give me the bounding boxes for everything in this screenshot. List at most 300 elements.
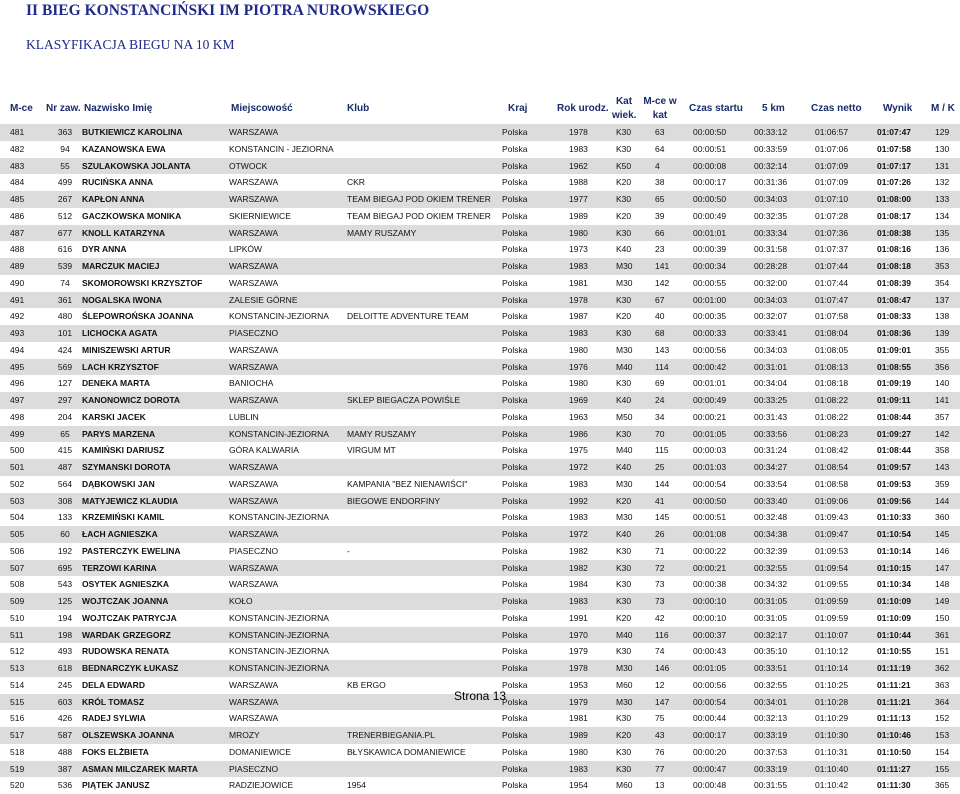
cell-place: 519 <box>10 763 25 774</box>
table-row <box>0 526 960 543</box>
cell-name: TERZOWI KARINA <box>82 562 157 573</box>
cell-club: BŁYSKAWICA DOMANIEWICE <box>347 746 466 757</box>
cell-city: PIASECZNO <box>229 545 279 556</box>
cell-category-place: 76 <box>655 746 665 757</box>
cell-birth-year: 1981 <box>569 277 588 288</box>
cell-city: WARSZAWA <box>229 194 279 204</box>
cell-start-time: 00:00:50 <box>693 495 727 506</box>
cell-place: 494 <box>10 344 25 355</box>
cell-birth-year: 1991 <box>569 612 588 623</box>
cell-gender-place: 151 <box>935 646 950 657</box>
table-row <box>0 342 960 359</box>
cell-place: 498 <box>10 411 25 422</box>
cell-birth-year: 1979 <box>569 646 588 657</box>
table-row <box>0 643 960 660</box>
cell-number: 424 <box>57 344 73 355</box>
cell-net-time: 01:07:44 <box>815 261 849 271</box>
cell-category-place: 144 <box>655 478 670 489</box>
cell-gender-place: 355 <box>935 344 950 355</box>
cell-country: Polska <box>502 545 528 556</box>
cell-birth-year: 1983 <box>569 328 588 338</box>
cell-gender-place: 363 <box>935 679 950 690</box>
cell-5km: 00:34:01 <box>754 696 788 707</box>
cell-name: OSYTEK AGNIESZKA <box>82 579 170 590</box>
cell-gender-place: 150 <box>935 612 950 623</box>
cell-country: Polska <box>502 478 528 489</box>
cell-result: 01:08:33 <box>877 311 912 322</box>
cell-category-place: 143 <box>655 344 670 355</box>
cell-gender-place: 141 <box>935 395 950 405</box>
cell-name: KAPŁON ANNA <box>82 194 145 204</box>
cell-net-time: 01:08:13 <box>815 361 849 372</box>
cell-number: 198 <box>57 629 73 640</box>
cell-start-time: 00:00:44 <box>693 713 727 724</box>
cell-category-place: 146 <box>655 663 670 673</box>
cell-country: Polska <box>502 127 528 137</box>
cell-place: 492 <box>10 311 25 322</box>
cell-city: WARSZAWA <box>229 462 279 472</box>
cell-5km: 00:34:38 <box>754 529 788 539</box>
cell-net-time: 01:07:36 <box>815 227 849 238</box>
cell-club: TEAM BIEGAJ POD OKIEM TRENER <box>347 210 491 221</box>
table-row <box>0 409 960 426</box>
cell-gender-place: 143 <box>935 462 950 472</box>
cell-category-place: 75 <box>655 713 665 724</box>
cell-category-place: 72 <box>655 562 665 573</box>
cell-start-time: 00:00:56 <box>693 679 727 690</box>
cell-gender-place: 144 <box>935 495 950 506</box>
cell-category: K30 <box>616 763 632 774</box>
table-row <box>0 727 960 744</box>
cell-start-time: 00:00:54 <box>693 696 727 707</box>
table-row <box>0 777 960 794</box>
cell-name: RUCIŃSKA ANNA <box>82 177 154 188</box>
cell-5km: 00:32:39 <box>754 545 788 556</box>
cell-category-place: 39 <box>655 210 665 221</box>
cell-gender-place: 145 <box>935 529 950 539</box>
cell-start-time: 00:00:37 <box>693 629 727 640</box>
cell-5km: 00:31:05 <box>754 612 788 623</box>
cell-birth-year: 1987 <box>569 311 588 322</box>
cell-birth-year: 1981 <box>569 713 588 724</box>
cell-club: BIEGOWE ENDORFINY <box>347 495 441 506</box>
cell-category: K30 <box>616 596 632 606</box>
cell-city: OTWOCK <box>229 160 268 171</box>
cell-start-time: 00:01:03 <box>693 462 727 472</box>
cell-net-time: 01:07:09 <box>815 177 849 188</box>
cell-5km: 00:33:12 <box>754 127 788 137</box>
cell-name: PARYS MARZENA <box>82 428 156 439</box>
cell-city: RADZIEJOWICE <box>229 780 294 791</box>
cell-gender-place: 146 <box>935 545 950 556</box>
cell-category: K30 <box>616 562 632 573</box>
cell-category: M30 <box>616 512 633 523</box>
cell-5km: 00:31:55 <box>754 780 788 791</box>
cell-number: 499 <box>57 177 73 188</box>
cell-birth-year: 1978 <box>569 294 588 305</box>
cell-place: 491 <box>10 294 25 305</box>
cell-category-place: 69 <box>655 378 665 389</box>
cell-gender-place: 356 <box>935 361 950 372</box>
cell-place: 518 <box>10 746 25 757</box>
cell-birth-year: 1983 <box>569 143 588 154</box>
cell-start-time: 00:00:42 <box>693 361 727 372</box>
cell-birth-year: 1953 <box>569 679 588 690</box>
cell-5km: 00:32:07 <box>754 311 788 322</box>
cell-category: K40 <box>616 395 632 405</box>
cell-name: KARSKI JACEK <box>82 411 146 422</box>
cell-place: 506 <box>10 545 25 556</box>
header-club: Klub <box>347 103 370 114</box>
cell-number: 415 <box>57 445 73 456</box>
cell-birth-year: 1954 <box>569 780 588 791</box>
cell-net-time: 01:07:44 <box>815 277 849 288</box>
cell-net-time: 01:07:58 <box>815 311 849 322</box>
cell-birth-year: 1989 <box>569 210 588 221</box>
cell-place: 488 <box>10 244 25 255</box>
cell-city: KONSTANCIN-JEZIORNA <box>229 428 329 439</box>
cell-country: Polska <box>502 730 528 740</box>
cell-result: 01:11:21 <box>877 679 911 690</box>
table-row <box>0 375 960 392</box>
cell-name: DELA EDWARD <box>82 679 145 690</box>
cell-category-place: 38 <box>655 177 665 188</box>
cell-number: 569 <box>57 361 73 372</box>
header-city: Miejscowość <box>231 103 293 114</box>
table-row <box>0 141 960 158</box>
cell-category: M30 <box>616 478 633 489</box>
table-row <box>0 292 960 309</box>
table-row <box>0 258 960 275</box>
table-row <box>0 174 960 191</box>
cell-net-time: 01:08:04 <box>815 328 849 338</box>
cell-birth-year: 1977 <box>569 194 588 204</box>
cell-city: WARSZAWA <box>229 579 279 590</box>
cell-category-place: 12 <box>655 679 665 690</box>
table-row <box>0 476 960 493</box>
header-place: M-ce <box>10 103 33 114</box>
cell-start-time: 00:00:17 <box>693 177 727 188</box>
cell-country: Polska <box>502 294 528 305</box>
cell-category-place: 41 <box>655 495 665 506</box>
cell-result: 01:07:47 <box>877 127 912 137</box>
cell-city: WARSZAWA <box>229 495 279 506</box>
header-category: Kat wiek. <box>612 96 637 121</box>
cell-number: 363 <box>57 127 73 137</box>
cell-club: 1954 <box>347 780 366 791</box>
cell-number: 101 <box>57 328 73 338</box>
cell-gender-place: 361 <box>935 629 950 640</box>
cell-start-time: 00:01:01 <box>693 227 727 238</box>
table-row <box>0 325 960 342</box>
cell-gender-place: 360 <box>935 512 950 523</box>
header-name: Nazwisko Imię <box>84 103 153 114</box>
cell-category: M40 <box>616 445 633 456</box>
cell-5km: 00:33:19 <box>754 730 788 740</box>
cell-category-place: 13 <box>655 780 665 791</box>
cell-result: 01:10:34 <box>877 579 912 590</box>
table-row <box>0 158 960 175</box>
cell-place: 497 <box>10 395 25 405</box>
cell-category-place: 73 <box>655 579 665 590</box>
cell-number: 488 <box>57 746 73 757</box>
cell-category: K30 <box>616 428 632 439</box>
cell-start-time: 00:00:38 <box>693 579 727 590</box>
cell-category: K30 <box>616 646 632 657</box>
cell-name: KANONOWICZ DOROTA <box>82 395 181 405</box>
cell-result: 01:10:09 <box>877 596 912 606</box>
cell-start-time: 00:00:56 <box>693 344 727 355</box>
table-row <box>0 308 960 325</box>
cell-category: K20 <box>616 495 632 506</box>
cell-5km: 00:32:13 <box>754 713 788 724</box>
cell-start-time: 00:00:08 <box>693 160 727 171</box>
cell-name: WOJTCZAK PATRYCJA <box>82 612 177 623</box>
cell-result: 01:11:13 <box>877 713 911 724</box>
cell-place: 489 <box>10 261 25 271</box>
cell-city: WARSZAWA <box>229 562 279 573</box>
cell-birth-year: 1980 <box>569 227 588 238</box>
cell-country: Polska <box>502 328 528 338</box>
cell-birth-year: 1962 <box>569 160 588 171</box>
cell-name: RUDOWSKA RENATA <box>82 646 170 657</box>
cell-place: 505 <box>10 529 25 539</box>
cell-result: 01:10:14 <box>877 545 912 556</box>
cell-city: WARSZAWA <box>229 529 279 539</box>
cell-birth-year: 1978 <box>569 663 588 673</box>
cell-gender-place: 136 <box>935 244 950 255</box>
cell-place: 503 <box>10 495 25 506</box>
cell-name: SKOMOROWSKI KRZYSZTOF <box>82 277 203 288</box>
cell-start-time: 00:00:10 <box>693 596 727 606</box>
cell-city: WARSZAWA <box>229 361 279 372</box>
cell-birth-year: 1975 <box>569 445 588 456</box>
cell-name: PIĄTEK JANUSZ <box>82 780 150 791</box>
cell-category-place: 74 <box>655 646 665 657</box>
cell-5km: 00:32:48 <box>754 512 788 523</box>
cell-start-time: 00:01:05 <box>693 663 727 673</box>
cell-city: WARSZAWA <box>229 713 279 724</box>
cell-5km: 00:34:32 <box>754 579 788 590</box>
cell-net-time: 01:07:47 <box>815 294 849 305</box>
cell-birth-year: 1992 <box>569 495 588 506</box>
cell-city: GÓRA KALWARIA <box>229 445 299 456</box>
cell-country: Polska <box>502 177 528 188</box>
cell-5km: 00:31:43 <box>754 411 788 422</box>
cell-category-place: 64 <box>655 143 665 154</box>
table-row <box>0 660 960 677</box>
cell-result: 01:08:36 <box>877 328 912 338</box>
cell-number: 267 <box>57 194 73 204</box>
cell-category: K20 <box>616 612 632 623</box>
cell-club: TEAM BIEGAJ POD OKIEM TRENER <box>347 194 491 204</box>
cell-number: 695 <box>57 562 73 573</box>
cell-category-place: 40 <box>655 311 665 322</box>
cell-start-time: 00:00:35 <box>693 311 727 322</box>
cell-number: 308 <box>57 495 73 506</box>
cell-birth-year: 1963 <box>569 411 588 422</box>
cell-club: KB ERGO <box>347 679 386 690</box>
cell-result: 01:09:56 <box>877 495 912 506</box>
cell-place: 508 <box>10 579 25 590</box>
cell-start-time: 00:01:08 <box>693 529 727 539</box>
cell-name: ŁACH AGNIESZKA <box>82 529 158 539</box>
cell-city: PIASECZNO <box>229 328 279 338</box>
cell-gender-place: 129 <box>935 127 950 137</box>
cell-name: SZYMANSKI DOROTA <box>82 462 171 472</box>
table-row <box>0 560 960 577</box>
cell-category: K20 <box>616 177 632 188</box>
cell-city: LUBLIN <box>229 411 259 422</box>
cell-5km: 00:33:19 <box>754 763 788 774</box>
cell-name: FOKS ELŻBIETA <box>82 746 149 757</box>
cell-net-time: 01:10:40 <box>815 763 849 774</box>
cell-5km: 00:32:35 <box>754 210 788 221</box>
cell-place: 516 <box>10 713 25 724</box>
cell-category-place: 141 <box>655 261 670 271</box>
cell-place: 511 <box>10 629 24 640</box>
cell-start-time: 00:00:48 <box>693 780 727 791</box>
cell-category: K30 <box>616 127 632 137</box>
cell-name: ŚLEPOWROŃSKA JOANNA <box>82 311 194 322</box>
cell-country: Polska <box>502 445 528 456</box>
cell-number: 192 <box>57 545 73 556</box>
cell-start-time: 00:00:47 <box>693 763 727 774</box>
cell-country: Polska <box>502 160 528 171</box>
cell-gender-place: 142 <box>935 428 950 439</box>
cell-category: K30 <box>616 378 632 389</box>
cell-net-time: 01:10:30 <box>815 730 849 740</box>
cell-birth-year: 1972 <box>569 462 588 472</box>
cell-place: 520 <box>10 780 25 791</box>
table-row <box>0 124 960 141</box>
cell-net-time: 01:09:06 <box>815 495 849 506</box>
table-row <box>0 593 960 610</box>
cell-result: 01:09:53 <box>877 478 912 489</box>
cell-place: 482 <box>10 143 25 154</box>
cell-gender-place: 365 <box>935 780 950 791</box>
cell-net-time: 01:09:59 <box>815 596 849 606</box>
cell-birth-year: 1982 <box>569 562 588 573</box>
cell-result: 01:09:01 <box>877 344 912 355</box>
table-row <box>0 710 960 727</box>
cell-city: WARSZAWA <box>229 395 279 405</box>
cell-net-time: 01:08:58 <box>815 478 849 489</box>
cell-number: 677 <box>57 227 73 238</box>
cell-net-time: 01:08:22 <box>815 411 849 422</box>
cell-start-time: 00:01:05 <box>693 428 727 439</box>
cell-birth-year: 1986 <box>569 428 588 439</box>
cell-country: Polska <box>502 244 528 255</box>
cell-start-time: 00:00:17 <box>693 730 727 740</box>
cell-start-time: 00:00:34 <box>693 261 727 271</box>
cell-number: 543 <box>57 579 73 590</box>
cell-result: 01:10:15 <box>877 562 912 573</box>
cell-country: Polska <box>502 277 528 288</box>
header-result: Wynik <box>883 103 913 114</box>
cell-number: 245 <box>57 679 73 690</box>
classification-subtitle: KLASYFIKACJA BIEGU NA 10 KM <box>26 37 235 52</box>
cell-name: BUTKIEWICZ KAROLINA <box>82 127 183 137</box>
cell-5km: 00:32:14 <box>754 160 788 171</box>
cell-result: 01:10:54 <box>877 529 912 539</box>
cell-net-time: 01:10:42 <box>815 780 849 791</box>
cell-country: Polska <box>502 713 528 724</box>
cell-net-time: 01:09:47 <box>815 529 849 539</box>
cell-number: 426 <box>57 713 73 724</box>
table-row <box>0 191 960 208</box>
cell-country: Polska <box>502 612 528 623</box>
cell-birth-year: 1983 <box>569 763 588 774</box>
cell-city: WARSZAWA <box>229 344 279 355</box>
cell-category-place: 42 <box>655 612 665 623</box>
cell-category-place: 26 <box>655 529 665 539</box>
cell-result: 01:10:55 <box>877 646 912 657</box>
cell-name: RADEJ SYLWIA <box>82 713 146 724</box>
cell-country: Polska <box>502 663 528 673</box>
cell-name: KRZEMIŃSKI KAMIL <box>82 512 165 523</box>
cell-category-place: 63 <box>655 127 665 137</box>
cell-country: Polska <box>502 562 528 573</box>
cell-number: 60 <box>60 529 70 539</box>
cell-country: Polska <box>502 596 528 606</box>
cell-net-time: 01:10:31 <box>815 746 849 757</box>
cell-birth-year: 1980 <box>569 378 588 389</box>
cell-city: SKIERNIEWICE <box>229 210 291 221</box>
cell-category-place: 4 <box>655 160 660 171</box>
cell-5km: 00:33:41 <box>754 328 788 338</box>
cell-place: 502 <box>10 478 25 489</box>
header-net-time: Czas netto <box>811 103 862 114</box>
table-row <box>0 576 960 593</box>
cell-country: Polska <box>502 194 528 204</box>
cell-gender-place: 147 <box>935 562 950 573</box>
cell-number: 616 <box>57 244 73 255</box>
cell-birth-year: 1982 <box>569 545 588 556</box>
cell-city: KOŁO <box>229 596 253 606</box>
cell-name: DENEKA MARTA <box>82 378 150 389</box>
cell-number: 204 <box>57 411 73 422</box>
cell-start-time: 00:00:10 <box>693 612 727 623</box>
cell-name: MATYJEWICZ KLAUDIA <box>82 495 179 506</box>
cell-place: 517 <box>10 730 25 740</box>
cell-place: 501 <box>10 462 25 472</box>
cell-number: 487 <box>57 462 73 472</box>
cell-start-time: 00:00:51 <box>693 143 727 154</box>
cell-country: Polska <box>502 696 528 707</box>
cell-birth-year: 1980 <box>569 344 588 355</box>
cell-start-time: 00:00:21 <box>693 411 727 422</box>
cell-result: 01:08:16 <box>877 244 912 255</box>
cell-place: 509 <box>10 596 25 606</box>
cell-net-time: 01:10:29 <box>815 713 849 724</box>
cell-net-time: 01:07:37 <box>815 244 849 255</box>
cell-city: WARSZAWA <box>229 177 279 188</box>
cell-number: 536 <box>57 780 73 791</box>
cell-net-time: 01:08:54 <box>815 462 849 472</box>
cell-place: 510 <box>10 612 25 623</box>
cell-number: 539 <box>57 261 73 271</box>
table-row <box>0 241 960 258</box>
cell-place: 484 <box>10 177 25 188</box>
cell-start-time: 00:00:49 <box>693 210 727 221</box>
cell-gender-place: 362 <box>935 663 950 673</box>
cell-result: 01:07:17 <box>877 160 912 171</box>
cell-city: KONSTANCIN-JEZIORNA <box>229 512 329 523</box>
cell-country: Polska <box>502 629 528 640</box>
cell-net-time: 01:09:55 <box>815 579 849 590</box>
cell-birth-year: 1972 <box>569 529 588 539</box>
